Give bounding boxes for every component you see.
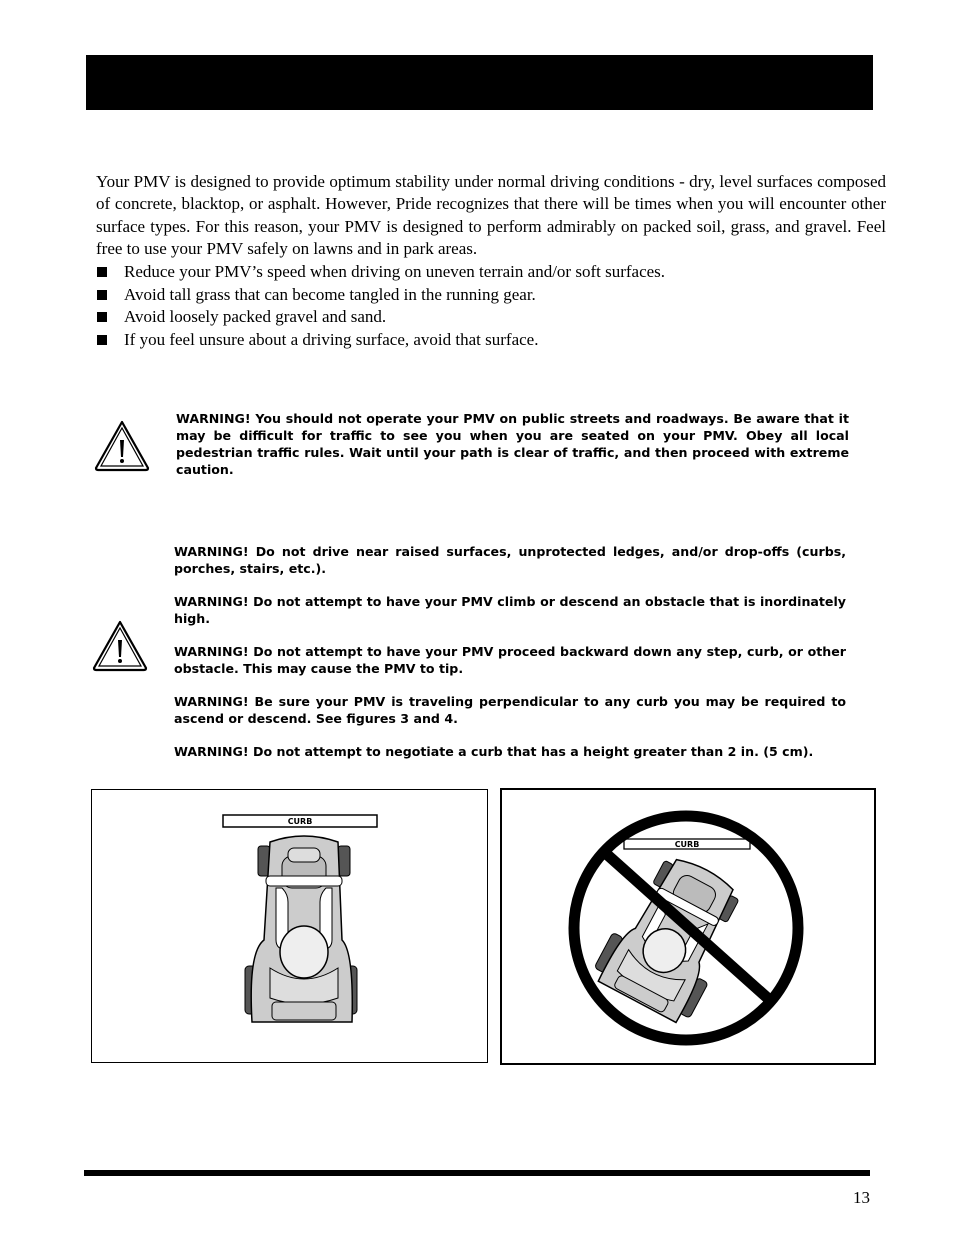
footer-rule xyxy=(84,1170,870,1176)
warning-public-streets: WARNING! You should not operate your PMV on public streets and roadways. Be aware that it may be difficult for traffic to see you when you are seated on your PMV. Obey all local pedestrian traffic rules. Wait until your path is clear of traffic, and then proceed with extreme caution. xyxy=(176,411,849,477)
curb-warnings-group xyxy=(174,543,846,776)
warning-backward-descent: WARNING! Do not attempt to have your PMV proceed backward down any step, curb, or other obstacle. This may cause the PMV to tip. xyxy=(174,644,846,676)
warning-triangle-icon xyxy=(94,420,150,472)
square-bullet-icon xyxy=(97,312,107,322)
figure-incorrect-curb-approach xyxy=(500,788,876,1065)
list-item: If you feel unsure about a driving surface, avoid that surface. xyxy=(96,329,886,352)
figure-correct-curb-approach xyxy=(91,789,488,1063)
warning-high-obstacle: WARNING! Do not attempt to have your PMV climb or descend an obstacle that is inordinately high. xyxy=(174,594,846,626)
square-bullet-icon xyxy=(97,290,107,300)
warning-curb-height: WARNING! Do not attempt to negotiate a curb that has a height greater than 2 in. (5 cm). xyxy=(174,744,814,759)
list-item: Avoid tall grass that can become tangled in the running gear. xyxy=(96,284,886,307)
square-bullet-icon xyxy=(97,267,107,277)
list-item: Avoid loosely packed gravel and sand. xyxy=(96,306,886,329)
surface-tips-list xyxy=(96,261,886,351)
page-number: 13 xyxy=(853,1188,870,1207)
square-bullet-icon xyxy=(97,335,107,345)
warning-perpendicular-curb: WARNING! Be sure your PMV is traveling perpendicular to any curb you may be required to ascend or descend. See figures 3 and 4. xyxy=(174,694,846,726)
scooter-angled-prohibited-illustration xyxy=(502,790,874,1063)
list-item: Reduce your PMV’s speed when driving on uneven terrain and/or soft surfaces. xyxy=(96,261,886,284)
warning-triangle-icon xyxy=(92,620,148,672)
curb-label: CURB xyxy=(674,840,700,849)
section-header-bar xyxy=(86,55,873,110)
curb-label: CURB xyxy=(287,817,313,826)
warning-raised-surfaces: WARNING! Do not drive near raised surfaces, unprotected ledges, and/or drop-offs (curbs, porches, stairs, etc.). xyxy=(174,544,846,576)
intro-paragraph: Your PMV is designed to provide optimum stability under normal driving conditions - dry, level surfaces composed of concrete, blacktop, or asphalt. However, Pride recognizes that there will be times when you will encounter other surface types. For this reason, your PMV is designed to perform admirably on packed soil, grass, and gravel. Feel free to use your PMV safely on lawns and in park areas. xyxy=(96,172,886,259)
scooter-perpendicular-illustration xyxy=(92,790,487,1062)
